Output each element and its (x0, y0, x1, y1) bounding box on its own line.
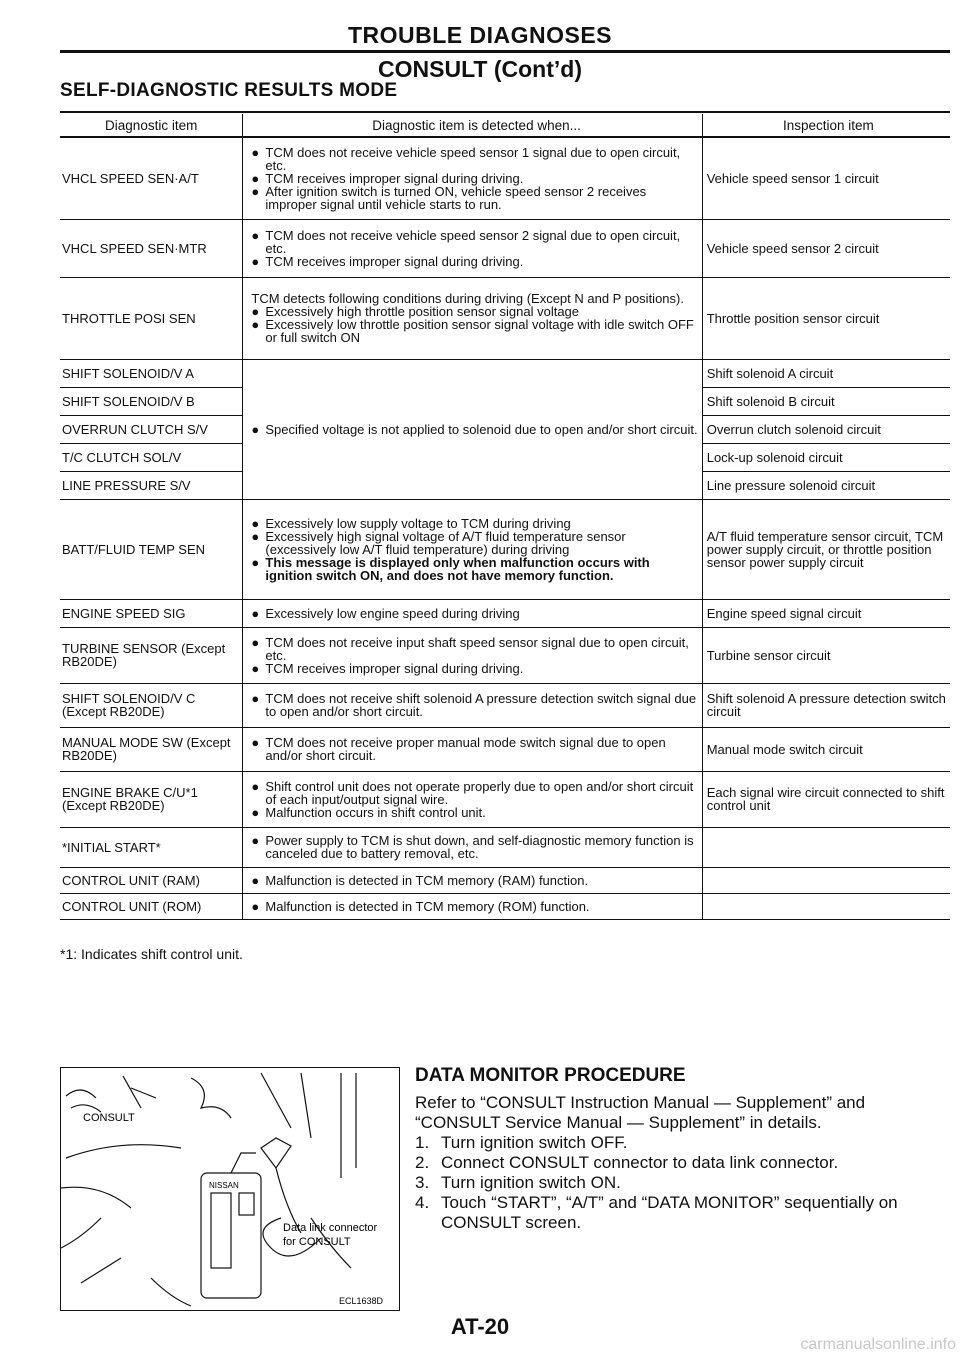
list-item (415, 1153, 955, 1173)
row-item: SHIFT SOLENOID/V C (Except RB20DE) (60, 683, 243, 727)
step-number: 4. (415, 1193, 430, 1212)
row-inspect: Shift solenoid A pressure detection switch circuit (702, 683, 950, 727)
figure-label-consult: CONSULT (83, 1112, 135, 1124)
page-number: AT-20 (450, 1314, 510, 1339)
row-detect: ● TCM does not receive shift solenoid A pressure detection switch signal due to open and/or short circuit. (243, 683, 702, 727)
table-header-row (60, 114, 950, 137)
row-inspect (702, 827, 950, 867)
table-row (60, 359, 950, 387)
table-row (60, 499, 950, 599)
data-monitor-intro: Refer to “CONSULT Instruction Manual — Supplement” and “CONSULT Service Manual — Supplement” in details. (415, 1093, 866, 1132)
row-detect: ● Power supply to TCM is shut down, and self-diagnostic memory function is canceled due to battery removal, etc. (243, 827, 702, 867)
header-detected-when: Diagnostic item is detected when... (243, 114, 702, 137)
table-row (60, 683, 950, 727)
section-title: SELF-DIAGNOSTIC RESULTS MODE (60, 80, 398, 101)
row-item: T/C CLUTCH SOL/V (60, 443, 243, 471)
row-inspect: A/T fluid temperature sensor circuit, TCM power supply circuit, or throttle position sensor power supply circuit (702, 499, 950, 599)
row-item: ENGINE BRAKE C/U*1 (Except RB20DE) (60, 771, 243, 827)
row-item: LINE PRESSURE S/V (60, 471, 243, 499)
detect-text: TCM does not receive vehicle speed sensor 2 signal due to open circuit, etc. (265, 227, 681, 256)
row-item: VHCL SPEED SEN·A/T (60, 137, 243, 219)
detect-intro: TCM detects following conditions during driving (Except N and P positions). (251, 291, 684, 306)
row-detect: ● TCM does not receive vehicle speed sensor 2 signal due to open circuit, etc. ● TCM receives improper signal during driving. (243, 219, 702, 277)
page-subtitle: CONSULT (Cont’d) (378, 56, 582, 82)
table-row (60, 893, 950, 919)
list-item (415, 1193, 955, 1233)
step-text: Touch “START”, “A/T” and “DATA MONITOR” sequentially on CONSULT screen. (441, 1193, 898, 1232)
row-item: BATT/FLUID TEMP SEN (60, 499, 243, 599)
detect-text: Excessively high signal voltage of A/T fluid temperature sensor (excessively low A/T fluid temperature) during driving (265, 528, 626, 557)
detect-text: Excessively low throttle position sensor signal voltage with idle switch OFF or full switch ON (265, 317, 694, 345)
row-item: TURBINE SENSOR (Except RB20DE) (60, 627, 243, 683)
row-detect: ● Excessively low supply voltage to TCM during driving ● Excessively high signal voltage of A/T fluid temperature sensor (excessively low A/T fluid temperature) during driving ● This message is displayed only when malfunction occurs with ignition switch ON, and does not have memory function. (243, 499, 702, 599)
table-row (60, 599, 950, 627)
figure-label-nissan: NISSAN (209, 1181, 239, 1190)
step-text: Turn ignition switch OFF. (441, 1133, 628, 1152)
detect-text: Malfunction occurs in shift control unit. (265, 804, 486, 820)
row-item: *INITIAL START* (60, 827, 243, 867)
detect-text: Excessively low engine speed during driving (265, 605, 520, 621)
row-detect-solenoid-group: ● Specified voltage is not applied to solenoid due to open and/or short circuit. (243, 359, 702, 499)
table-row (60, 727, 950, 771)
data-monitor-steps (415, 1133, 955, 1233)
detect-text-bold: This message is displayed only when malfunction occurs with ignition switch ON, and does not have memory function. (265, 554, 650, 583)
row-inspect (702, 893, 950, 919)
figure-code: ECL1638D (339, 1296, 384, 1306)
row-detect: ● Shift control unit does not operate properly due to open and/or short circuit of each input/output signal wire. ● Malfunction occurs in shift control unit. (243, 771, 702, 827)
detect-text: TCM receives improper signal during driving. (265, 253, 524, 269)
detect-text: TCM does not receive vehicle speed sensor 1 signal due to open circuit, etc. (265, 144, 681, 173)
diagnostic-table (60, 114, 950, 920)
row-detect: ● TCM does not receive vehicle speed sensor 1 signal due to open circuit, etc. ● TCM receives improper signal during driving. ● After ignition switch is turned ON, vehicle speed sensor 2 receives improper signal until vehicle starts to run. (243, 137, 702, 219)
row-detect: TCM detects following conditions during driving (Except N and P positions). ● Excessively high throttle position sensor signal voltage ● Excessively low throttle position sensor signal voltage with idle switch OFF or full switch ON (243, 277, 702, 359)
detect-text: Excessively high throttle position sensor signal voltage (265, 304, 580, 319)
header-diagnostic-item: Diagnostic item (60, 114, 243, 137)
detect-text: Specified voltage is not applied to solenoid due to open and/or short circuit. (265, 421, 698, 437)
row-inspect: Line pressure solenoid circuit (702, 471, 950, 499)
row-inspect: Each signal wire circuit connected to shift control unit (702, 771, 950, 827)
consult-illustration (61, 1068, 399, 1310)
data-monitor-title: DATA MONITOR PROCEDURE (415, 1065, 686, 1086)
detect-text: Excessively low supply voltage to TCM during driving (265, 515, 571, 531)
list-item (415, 1173, 955, 1193)
step-text: Turn ignition switch ON. (441, 1173, 621, 1192)
list-item (415, 1133, 955, 1153)
table-row (60, 771, 950, 827)
page-title: TROUBLE DIAGNOSES (347, 22, 613, 48)
table-top-rule (60, 111, 950, 113)
step-number: 3. (415, 1173, 430, 1192)
row-item: CONTROL UNIT (RAM) (60, 867, 243, 893)
row-inspect: Vehicle speed sensor 1 circuit (702, 137, 950, 219)
row-item: ENGINE SPEED SIG (60, 599, 243, 627)
detect-text: TCM does not receive shift solenoid A pressure detection switch signal due to open and/or short circuit. (265, 691, 697, 719)
figure-label-connector: Data link connector (283, 1222, 378, 1234)
row-inspect (702, 867, 950, 893)
data-monitor-body (415, 1093, 955, 1233)
figure-label-connector2: for CONSULT (283, 1236, 351, 1248)
table-row (60, 219, 950, 277)
detect-text: After ignition switch is turned ON, vehicle speed sensor 2 receives improper signal until vehicle starts to run. (265, 183, 647, 212)
row-detect: ● TCM does not receive proper manual mode switch signal due to open and/or short circuit. (243, 727, 702, 771)
step-number: 1. (415, 1133, 430, 1152)
consult-figure (60, 1067, 400, 1311)
header-inspection-item: Inspection item (702, 114, 950, 137)
row-inspect: Shift solenoid B circuit (702, 387, 950, 415)
row-inspect: Turbine sensor circuit (702, 627, 950, 683)
row-inspect: Vehicle speed sensor 2 circuit (702, 219, 950, 277)
step-text: Connect CONSULT connector to data link connector. (441, 1153, 839, 1172)
footnote: *1: Indicates shift control unit. (60, 946, 243, 962)
row-inspect: Manual mode switch circuit (702, 727, 950, 771)
row-detect: ● Excessively low engine speed during driving (243, 599, 702, 627)
header-rule (60, 50, 950, 53)
table-row (60, 827, 950, 867)
row-inspect: Shift solenoid A circuit (702, 359, 950, 387)
row-item: OVERRUN CLUTCH S/V (60, 415, 243, 443)
row-item: SHIFT SOLENOID/V A (60, 359, 243, 387)
row-inspect: Lock-up solenoid circuit (702, 443, 950, 471)
detect-text: TCM does not receive proper manual mode switch signal due to open and/or short circuit. (265, 735, 666, 763)
detect-text: Malfunction is detected in TCM memory (ROM) function. (265, 898, 590, 914)
row-item: SHIFT SOLENOID/V B (60, 387, 243, 415)
row-detect: ● Malfunction is detected in TCM memory (RAM) function. (243, 867, 702, 893)
row-inspect: Throttle position sensor circuit (702, 277, 950, 359)
row-detect: ● Malfunction is detected in TCM memory (ROM) function. (243, 893, 702, 919)
row-inspect: Engine speed signal circuit (702, 599, 950, 627)
detect-text: TCM does not receive input shaft speed sensor signal due to open circuit, etc. (265, 634, 689, 663)
row-item: THROTTLE POSI SEN (60, 277, 243, 359)
detect-text: TCM receives improper signal during driving. (265, 170, 524, 186)
table-row (60, 867, 950, 893)
table-row (60, 137, 950, 219)
detect-text: TCM receives improper signal during driving. (265, 660, 524, 676)
row-item: VHCL SPEED SEN·MTR (60, 219, 243, 277)
watermark: carmanualsonline.info (800, 1336, 956, 1353)
detect-text: Power supply to TCM is shut down, and self-diagnostic memory function is canceled due to battery removal, etc. (265, 833, 694, 861)
row-inspect: Overrun clutch solenoid circuit (702, 415, 950, 443)
row-item: CONTROL UNIT (ROM) (60, 893, 243, 919)
step-number: 2. (415, 1153, 430, 1172)
row-item: MANUAL MODE SW (Except RB20DE) (60, 727, 243, 771)
table-row (60, 627, 950, 683)
detect-text: Shift control unit does not operate properly due to open and/or short circuit of each input/output signal wire. (265, 778, 694, 807)
detect-text: Malfunction is detected in TCM memory (RAM) function. (265, 872, 589, 888)
table-row (60, 277, 950, 359)
row-detect: ● TCM does not receive input shaft speed sensor signal due to open circuit, etc. ● TCM receives improper signal during driving. (243, 627, 702, 683)
